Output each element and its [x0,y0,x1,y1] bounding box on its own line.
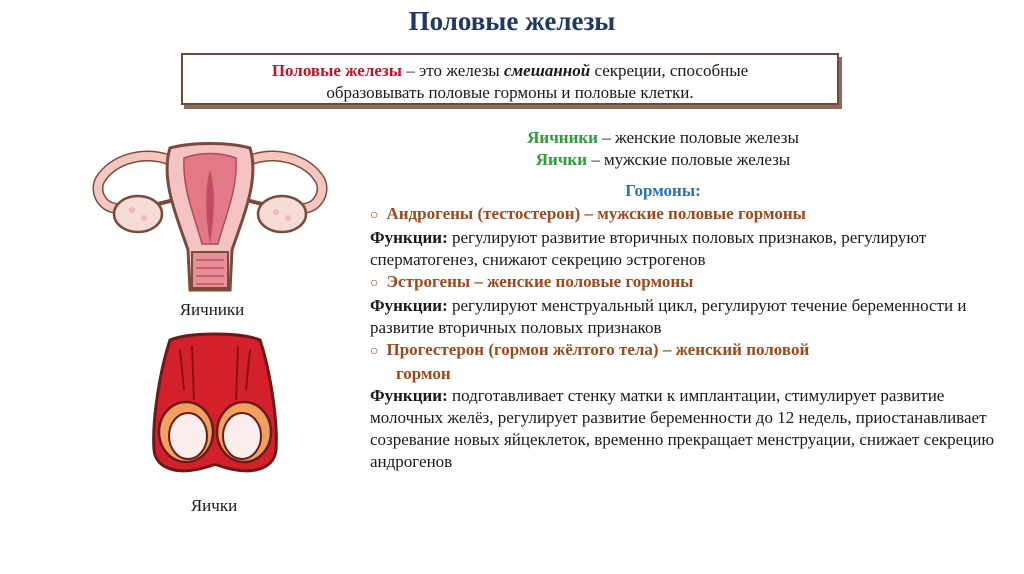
uterus-illustration-icon [92,140,328,300]
testes-illustration-icon [150,330,280,480]
functions-label: Функции: [370,228,448,247]
page-title: Половые железы [408,6,616,36]
definition-emphasis: смешанной [503,61,591,80]
functions-text: регулируют менструальный цикл, регулируют течение беременности и развитие вторичных половых признаков [370,296,967,337]
functions-text: регулируют развитие вторичных половых признаков, регулируют сперматогенез, снижают секрецию эстрогенов [370,228,927,269]
hormone-functions [370,385,1000,473]
hormone-estrogens [370,271,1000,295]
hormone-name: Андрогены (тестостерон) – мужские половые гормоны [386,204,806,223]
hormones-list [370,203,1000,473]
hormone-name-line-1: Прогестерон (гормон жёлтого тела) – женский половой [386,340,810,359]
hormone-functions [370,227,1000,271]
definition-line-1 [183,60,837,82]
definition-box [181,53,839,105]
testes-text: – мужские половые железы [587,150,791,169]
definition-part1: – это железы [402,61,504,80]
hormone-androgens [370,203,1000,227]
hormone-name: Эстрогены – женские половые гормоны [386,272,694,291]
glands-list [370,127,956,171]
hormone-name-line-2: гормон [396,364,451,383]
bullet-icon: ○ [370,344,379,359]
caption-testes: Яички [190,496,238,515]
caption-ovaries: Яичники [179,300,245,319]
hormones-heading: Гормоны: [625,181,701,200]
hormone-progesterone [370,339,1000,363]
definition-line-2: образовывать половые гормоны и половые клетки. [326,83,694,102]
definition-term: Половые железы [271,61,403,80]
testes-term: Яички [535,150,588,169]
ovaries-term: Яичники [527,128,598,147]
functions-text: подготавливает стенку матки к имплантации, стимулирует развитие молочных желёз, регулирует развитие беременности до 12 недель, приостанавливает созревание новых яйцеклеток, временно прекращает менструации, снижает секрецию андрогенов [370,386,995,471]
hormone-functions [370,295,1000,339]
bullet-icon: ○ [370,208,379,223]
glands-testes [370,149,956,171]
definition-part2: секреции, способные [590,61,749,80]
functions-label: Функции: [370,386,448,405]
glands-ovaries [370,127,956,149]
functions-label: Функции: [370,296,448,315]
ovaries-text: – женские половые железы [597,128,799,147]
bullet-icon: ○ [370,276,379,291]
